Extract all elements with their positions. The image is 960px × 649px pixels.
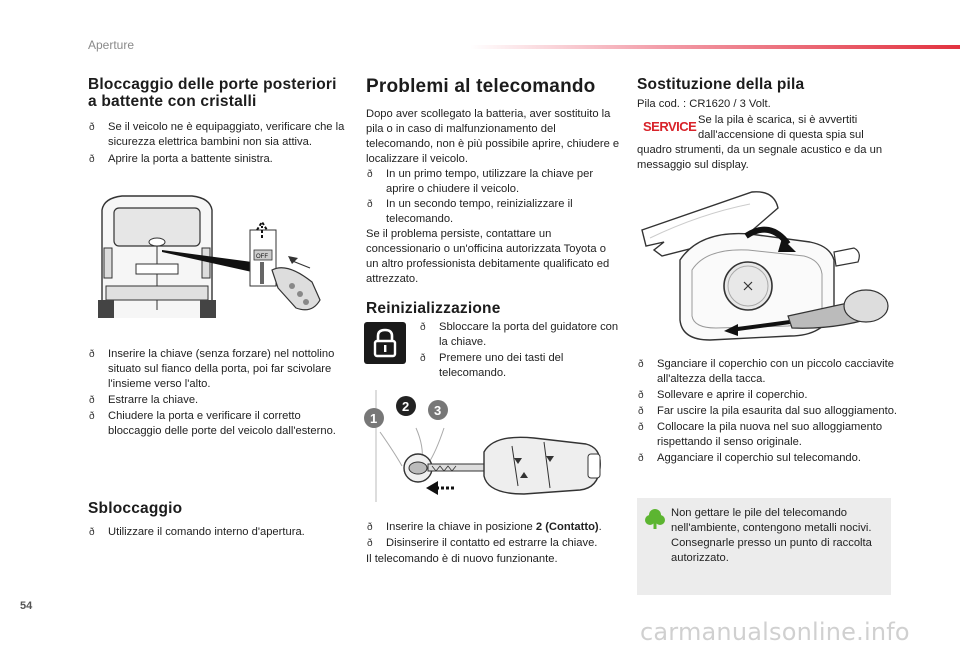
ignition-step-end: . [598,521,602,533]
remote-problems-title: Problemi al telecomando [366,76,596,97]
step-2-label: 2 [402,399,410,414]
ignition-position-label: 2 (Contatto) [535,521,599,533]
list-item: ð Chiudere la porta e verificare il corretto bloccaggio delle porte del veicolo dall'esterno. [88,409,346,439]
list-item: ð Aprire la porta a battente sinistra. [88,152,346,167]
reinit-steps [419,320,619,381]
list-item: ð Agganciare il coperchio sul telecomando. [637,451,899,466]
battery-warning-rest: quadro strumenti, da un segnale acustico e da un messaggio sul display. [637,144,883,171]
header-accent-bar [470,45,960,49]
remote-working-text: Il telecomando è di nuovo funzionante. [366,553,558,565]
unlocking-title: Sbloccaggio [88,500,183,517]
list-item: ð Far uscire la pila esaurita dal suo alloggiamento. [637,404,899,419]
list-item: ð Collocare la pila nuova nel suo alloggiamento rispettando il senso originale. [637,420,899,450]
column-rear-doors [88,76,346,167]
unlocking-section [88,500,346,540]
rear-doors-title: Bloccaggio delle porte posteriori a battente con cristalli [88,76,337,110]
battery-steps [637,357,899,466]
list-item: ð Se il veicolo ne è equipaggiato, verificare che la sicurezza elettrica bambini non sia attiva. [88,120,346,150]
battery-warning-line2: dall'accensione di questa spia sul [698,129,864,141]
environment-note [637,498,891,595]
list-item: ð Sollevare e aprire il coperchio. [637,388,899,403]
reinit-title: Reinizializzazione [366,300,501,317]
remote-battery-illustration [640,190,890,355]
step-3-label: 3 [434,403,442,418]
service-warning-icon [642,118,697,139]
environment-note-text2: Consegnarle presso un punto di raccolta autorizzato. [671,537,872,564]
service-label: SERVICE [643,119,697,134]
list-item: ð Premere uno dei tasti del telecomando. [419,351,619,381]
column-remote-problems [366,76,620,317]
list-item [366,520,622,535]
list-item: ð In un secondo tempo, reinizializzare il telecomando. [366,197,620,227]
off-label: OFF [256,254,268,260]
list-item: ð Inserire la chiave (senza forzare) nel nottolino situato sul fianco della porta, poi far scivolare l'insieme verso l'alto. [88,347,346,392]
eco-tree-icon [645,508,665,530]
rear-doors-steps [88,347,346,439]
battery-warning-line1: Se la pila è scarica, si è avvertiti [698,114,858,126]
watermark: carmanualsonline.info [640,618,910,646]
remote-problems-outro: Se il problema persiste, contattare un concessionario o un'officina autorizzata Toyota o un altro professionista debitamente qualificato ed attrezzato. [366,228,610,285]
battery-code: Pila cod. : CR1620 / 3 Volt. [637,98,771,110]
step-1-label: 1 [370,411,378,426]
list-item: ð Disinserire il contatto ed estrarre la chiave. [366,536,622,551]
list-item: ð Estrarre la chiave. [88,393,346,408]
list-item: ð Utilizzare il comando interno d'apertura. [88,525,346,540]
section-header: Aperture [88,38,135,52]
battery-warning-rest-block [637,143,899,173]
battery-title: Sostituzione della pila [637,76,805,93]
key-ignition-illustration [364,382,614,513]
ignition-step-text: Inserire la chiave in posizione [386,521,536,533]
column-battery-replacement [637,76,899,112]
ignition-steps [366,520,622,567]
lock-icon [364,322,406,364]
environment-note-text1: Non gettare le pile del telecomando nell'ambiente, contengono metalli nocivi. [671,507,872,534]
list-item: ð In un primo tempo, utilizzare la chiave per aprire o chiudere il veicolo. [366,167,620,197]
remote-problems-intro: Dopo aver scollegato la batteria, aver sostituito la pila o in caso di malfunzionamento del telecomando, non è più possibile aprire, chiudere e localizzare il veicolo. [366,108,620,165]
page-number: 54 [20,600,33,612]
list-item: ð Sbloccare la porta del guidatore con la chiave. [419,320,619,350]
battery-warning-lines [698,113,898,143]
list-item: ð Sganciare il coperchio con un piccolo cacciavite all'altezza della tacca. [637,357,899,387]
van-rear-door-illustration [92,190,332,325]
